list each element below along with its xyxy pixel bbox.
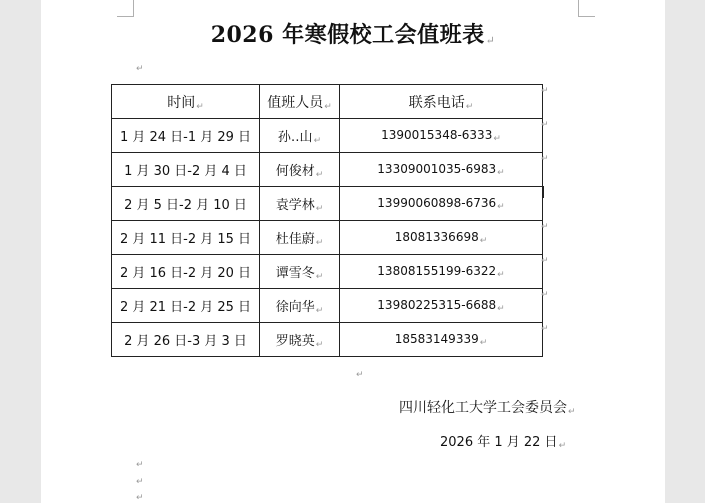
cell-date[interactable]: 1 月 30 日-2 月 4 日	[112, 153, 260, 187]
document-page	[41, 0, 665, 503]
cell-phone[interactable]: 13990060898-6736↵	[340, 187, 543, 221]
cell-date[interactable]: 1 月 24 日-1 月 29 日	[112, 119, 260, 153]
table-row	[112, 289, 543, 323]
table-row	[112, 153, 543, 187]
cell-name[interactable]: 袁学林↵	[260, 187, 340, 221]
row-end-mark-icon: ↵	[541, 222, 549, 232]
paragraph-mark-icon: ↵	[485, 34, 496, 47]
cell-phone[interactable]: 13309001035-6983↵	[340, 153, 543, 187]
title-text: 2026 年寒假校工会值班表	[210, 22, 485, 48]
table-row	[112, 255, 543, 289]
duty-table[interactable]	[111, 84, 543, 357]
cell-phone[interactable]: 1390015348-6333↵	[340, 119, 543, 153]
margin-corner-top-left	[117, 0, 134, 17]
row-end-mark-icon: ↵	[541, 86, 549, 96]
header-name[interactable]: 值班人员↵	[260, 85, 340, 119]
cell-name[interactable]: 孙‥山↵	[260, 119, 340, 153]
table-row	[112, 221, 543, 255]
signature-organization[interactable]: 四川轻化工大学工会委员会↵	[399, 400, 576, 417]
header-date[interactable]: 时间↵	[112, 85, 260, 119]
table-row	[112, 323, 543, 357]
table-row	[112, 119, 543, 153]
header-phone[interactable]: 联系电话↵	[340, 85, 543, 119]
cell-date[interactable]: 2 月 5 日-2 月 10 日	[112, 187, 260, 221]
text-cursor	[542, 186, 544, 198]
cell-name[interactable]: 徐向华↵	[260, 289, 340, 323]
paragraph-mark-icon: ↵	[136, 477, 144, 487]
table-header-row	[112, 85, 543, 119]
cell-phone[interactable]: 13808155199-6322↵	[340, 255, 543, 289]
cell-date[interactable]: 2 月 11 日-2 月 15 日	[112, 221, 260, 255]
paragraph-mark-icon: ↵	[356, 370, 364, 380]
signature-date[interactable]: 2026 年 1 月 22 日↵	[440, 435, 567, 451]
paragraph-mark-icon: ↵	[136, 493, 144, 503]
cell-date[interactable]: 2 月 16 日-2 月 20 日	[112, 255, 260, 289]
cell-phone[interactable]: 18081336698↵	[340, 221, 543, 255]
cell-name[interactable]: 杜佳蔚↵	[260, 221, 340, 255]
paragraph-mark-icon: ↵	[136, 460, 144, 470]
row-end-mark-icon: ↵	[541, 324, 549, 334]
cell-phone[interactable]: 18583149339↵	[340, 323, 543, 357]
cell-name[interactable]: 谭雪冬↵	[260, 255, 340, 289]
cell-name[interactable]: 何俊材↵	[260, 153, 340, 187]
paragraph-mark-icon: ↵	[136, 64, 144, 74]
row-end-mark-icon: ↵	[541, 256, 549, 266]
cell-date[interactable]: 2 月 26 日-3 月 3 日	[112, 323, 260, 357]
row-end-mark-icon: ↵	[541, 154, 549, 164]
cell-phone[interactable]: 13980225315-6688↵	[340, 289, 543, 323]
row-end-mark-icon: ↵	[541, 290, 549, 300]
cell-name[interactable]: 罗晓英↵	[260, 323, 340, 357]
table-row	[112, 187, 543, 221]
margin-corner-top-right	[578, 0, 595, 17]
document-title[interactable]	[41, 18, 665, 49]
row-end-mark-icon: ↵	[541, 120, 549, 130]
cell-date[interactable]: 2 月 21 日-2 月 25 日	[112, 289, 260, 323]
